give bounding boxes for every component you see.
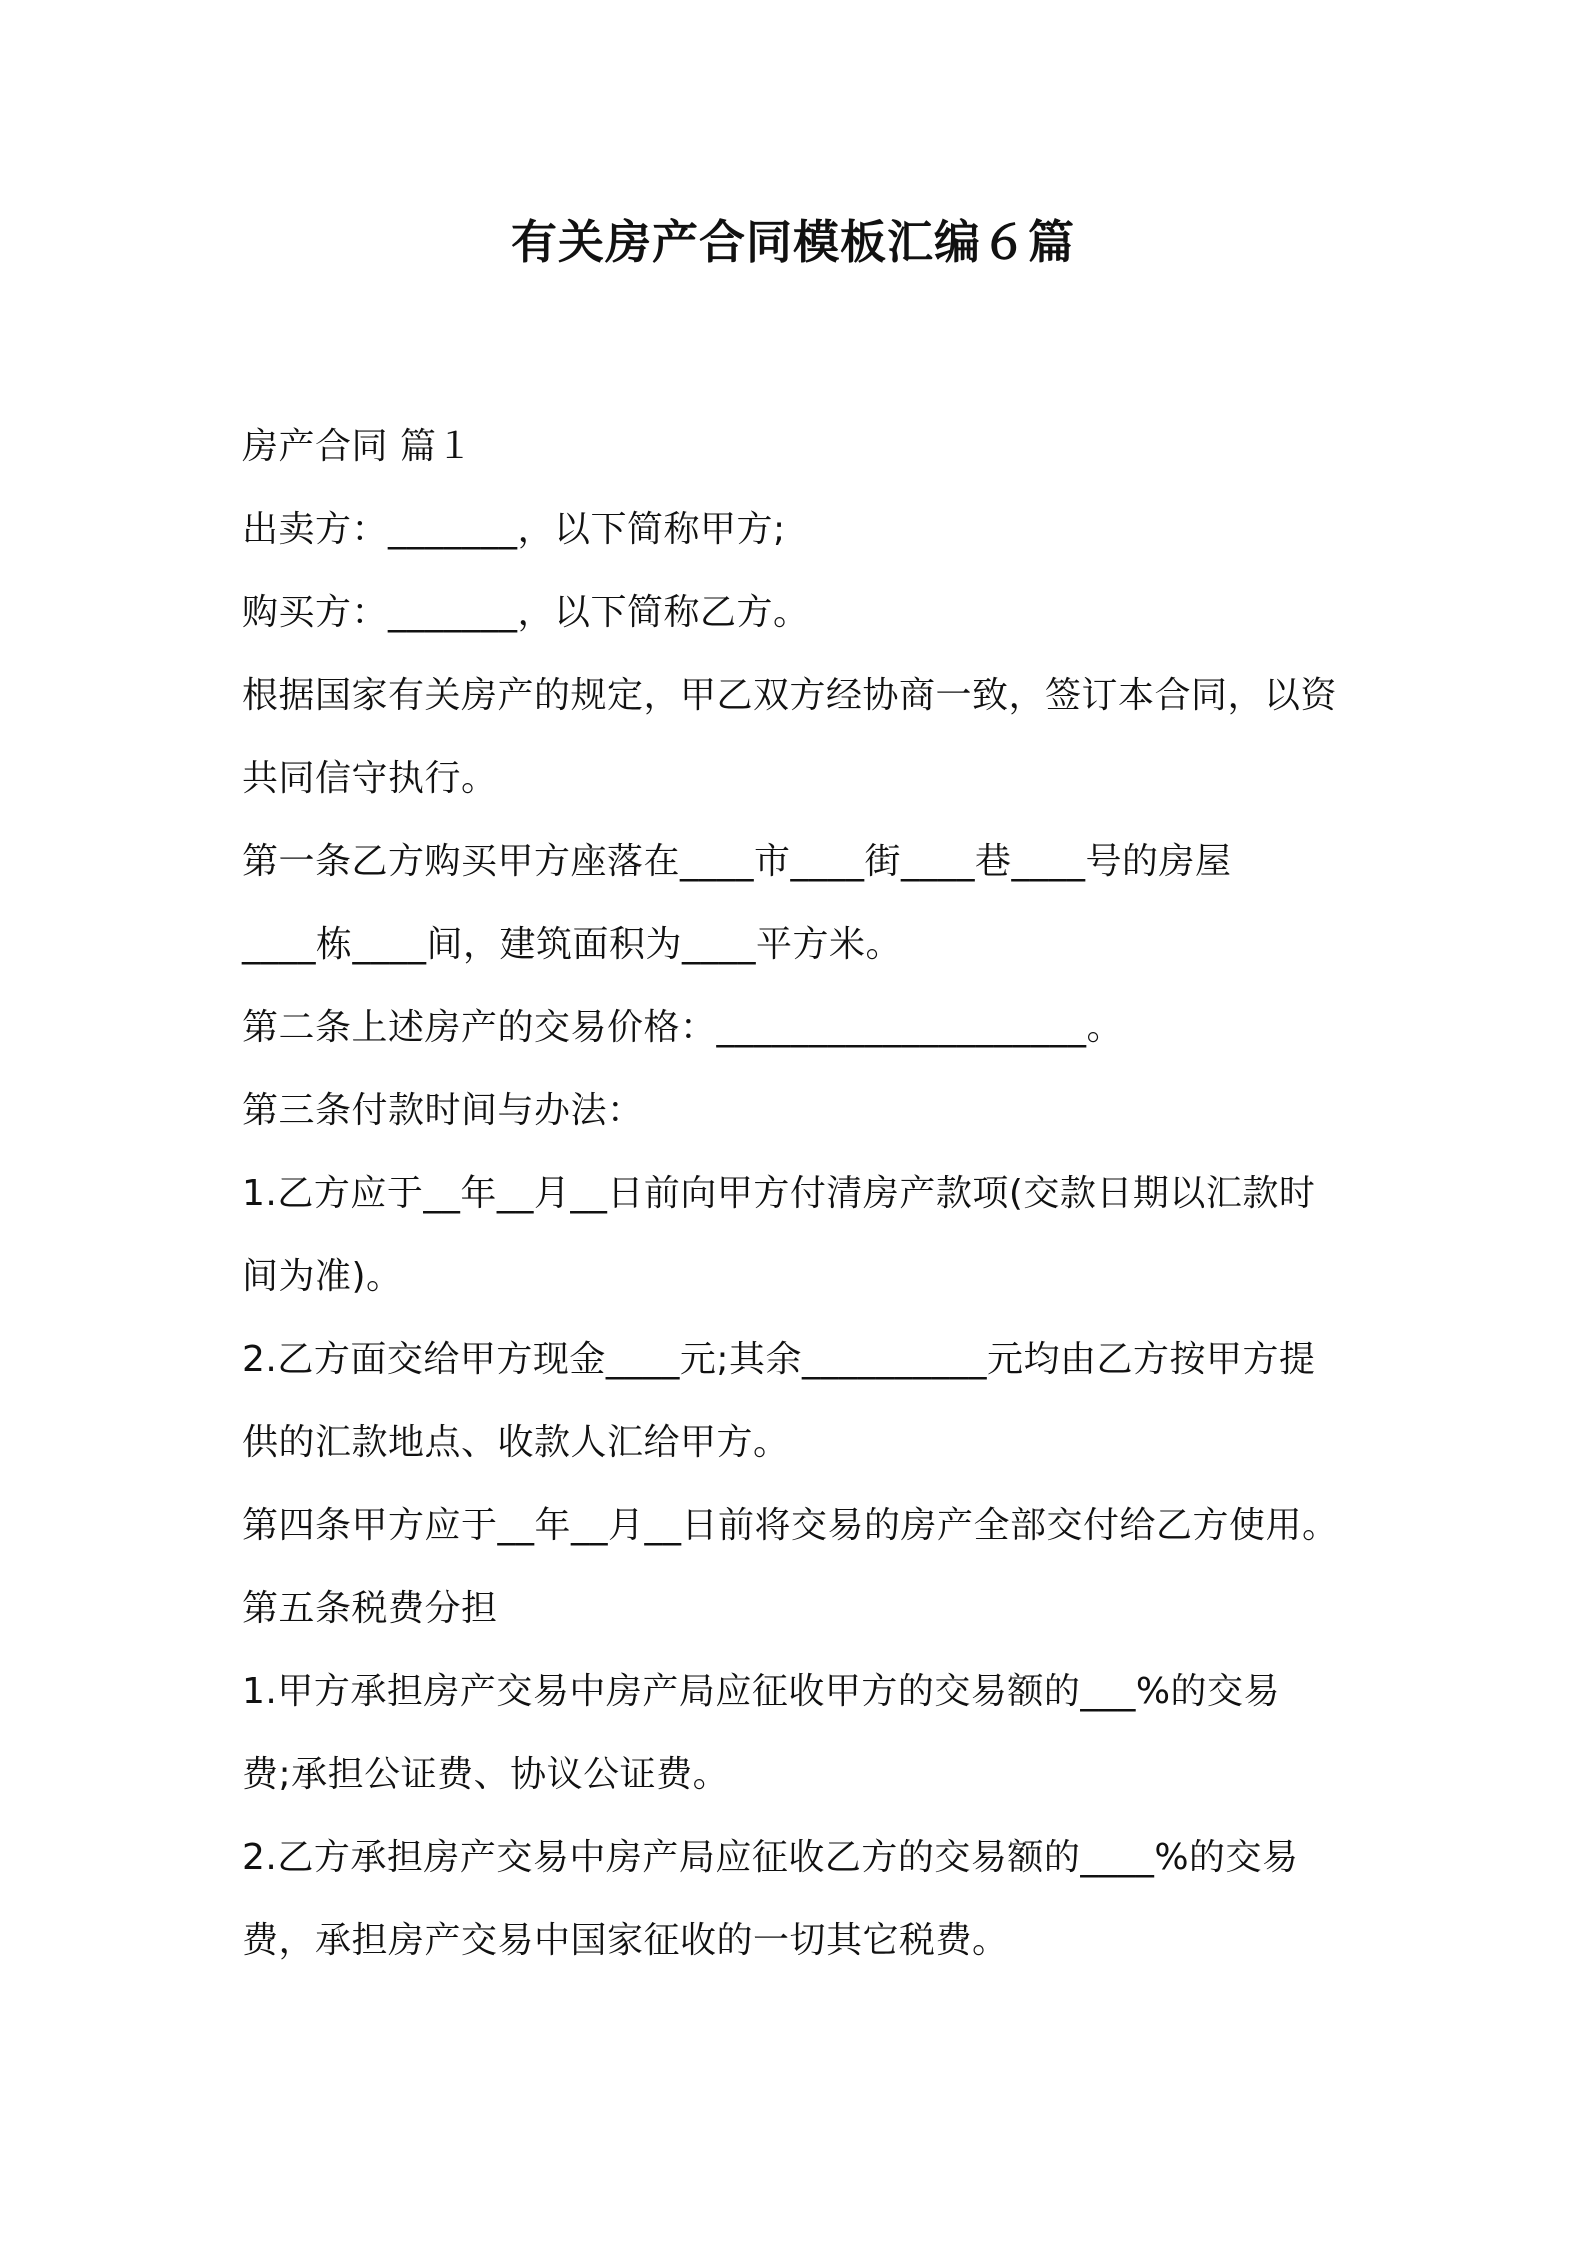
preamble-line: 根据国家有关房产的规定，甲乙双方经协商一致，签订本合同，以资 — [242, 675, 1338, 716]
seller-line: 出卖方：_______，以下简称甲方; — [242, 509, 786, 550]
article-5-item-2: 费，承担房产交易中国家征收的一切其它税费。 — [242, 1920, 1009, 1961]
article-5-item-2: 2.乙方承担房产交易中房产局应征收乙方的交易额的____%的交易 — [242, 1837, 1299, 1878]
article-3-item-2: 2.乙方面交给甲方现金____元;其余__________元均由乙方按甲方提 — [242, 1339, 1316, 1380]
article-2-line: 第二条上述房产的交易价格：____________________。 — [242, 1007, 1124, 1048]
article-3-heading: 第三条付款时间与办法： — [242, 1090, 644, 1131]
document-body — [242, 405, 1382, 1982]
section-heading: 房产合同 篇１ — [242, 426, 473, 467]
buyer-line: 购买方：_______，以下简称乙方。 — [242, 592, 810, 633]
article-1-line: 第一条乙方购买甲方座落在____市____街____巷____号的房屋 — [242, 841, 1232, 882]
preamble-line: 共同信守执行。 — [242, 758, 498, 799]
article-1-line: ____栋____间，建筑面积为____平方米。 — [242, 924, 903, 965]
article-3-item-1: 1.乙方应于__年__月__日前向甲方付清房产款项(交款日期以汇款时 — [242, 1173, 1316, 1214]
document-title: 有关房产合同模板汇编６篇 — [511, 215, 1075, 269]
article-3-item-2: 供的汇款地点、收款人汇给甲方。 — [242, 1422, 790, 1463]
article-5-heading: 第五条税费分担 — [242, 1588, 498, 1629]
article-5-item-1: 费;承担公证费、协议公证费。 — [242, 1754, 730, 1795]
article-5-item-1: 1.甲方承担房产交易中房产局应征收甲方的交易额的___%的交易 — [242, 1671, 1281, 1712]
article-3-item-1: 间为准)。 — [242, 1256, 403, 1297]
article-4-line: 第四条甲方应于__年__月__日前将交易的房产全部交付给乙方使用。 — [242, 1505, 1339, 1546]
